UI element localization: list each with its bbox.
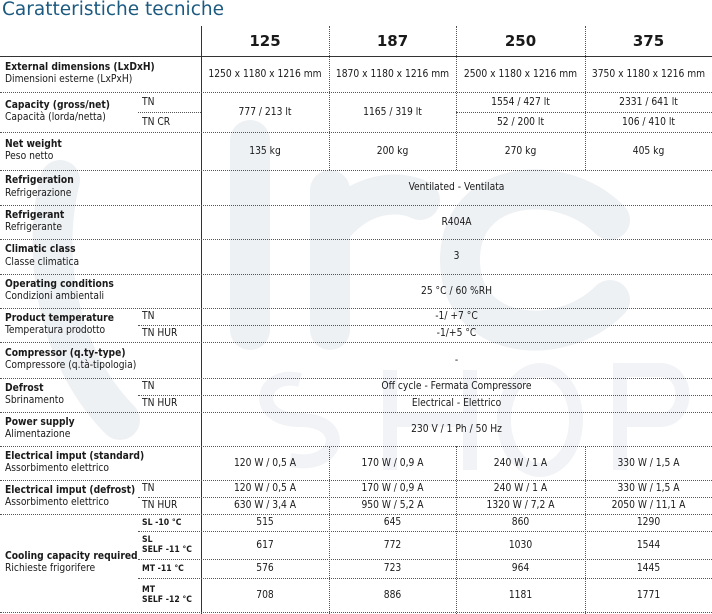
sub-label: TN HUR xyxy=(142,398,178,409)
cell-value: 708 xyxy=(256,589,274,601)
row-label-capacity xyxy=(0,92,141,132)
row-label-climatic-class xyxy=(0,239,201,274)
row-label-operating-conditions xyxy=(0,274,201,308)
cell-value: 52 / 200 lt xyxy=(496,116,545,128)
row-label-compressor xyxy=(0,342,201,378)
cell-value: 772 xyxy=(383,539,402,551)
label-it: Alimentazione xyxy=(5,429,71,440)
label-it: Classe climatica xyxy=(5,256,80,268)
cell-value: 1320 W / 7,2 A xyxy=(486,500,555,511)
label-en: Refrigeration xyxy=(5,175,74,186)
sub-label: TN HUR xyxy=(142,500,178,511)
cell-value: 1771 xyxy=(636,589,661,601)
cell-value: Off cycle - Fermata Compressore xyxy=(381,381,532,392)
label-it: Assorbimento elettrico xyxy=(5,463,110,474)
row-label-product-temperature xyxy=(0,308,141,342)
row-label-refrigerant xyxy=(0,205,201,239)
cell-value: 1181 xyxy=(508,589,533,601)
label-it: Refrigerazione xyxy=(5,187,72,199)
sub-label: TN HUR xyxy=(142,328,178,339)
row-label-electrical-standard xyxy=(0,446,201,480)
cell-value: 200 kg xyxy=(376,145,409,157)
label-en: Net weight xyxy=(5,138,62,150)
cell-value: 1445 xyxy=(636,563,661,574)
cell-value: 2050 W / 11,1 A xyxy=(611,500,686,511)
cell-value: 723 xyxy=(383,563,402,574)
cell-value: 25 °C / 60 %RH xyxy=(420,285,492,297)
cell-value: 1870 x 1180 x 1216 mm xyxy=(335,68,450,80)
cell-value: 3 xyxy=(453,251,460,262)
label-en: Electrical imput (standard) xyxy=(5,450,145,462)
cell-value: 617 xyxy=(256,539,274,551)
sub-label xyxy=(138,578,204,612)
cell-value: 230 V / 1 Ph / 50 Hz xyxy=(411,423,502,435)
model-header-375: 375 xyxy=(632,32,665,50)
label-it: Capacità (lorda/netta) xyxy=(5,112,106,123)
cell-value: R404A xyxy=(441,216,472,228)
cell-value: 860 xyxy=(511,517,530,528)
cell-value: 106 / 410 lt xyxy=(622,116,675,128)
sub-label-line: MT xyxy=(142,585,155,595)
row-label-power-supply xyxy=(0,412,201,446)
sub-label-line: SELF -11 °C xyxy=(142,545,192,555)
sub-label-line: SELF -12 °C xyxy=(142,595,192,605)
sub-label-line: MT -11 °C xyxy=(142,563,184,574)
cell-value: 1030 xyxy=(508,539,533,551)
row-label-electrical-defrost xyxy=(0,480,141,514)
cell-value: 645 xyxy=(383,517,402,528)
row-label-external-dimensions xyxy=(0,56,201,92)
label-en: Power supply xyxy=(5,416,75,428)
cell-value: 135 kg xyxy=(249,145,281,157)
label-it: Richieste frigorifere xyxy=(5,563,96,574)
cell-value: 1165 / 319 lt xyxy=(363,106,422,118)
cell-value: 1554 / 427 lt xyxy=(491,96,550,108)
sub-label: TN xyxy=(142,96,155,108)
label-it: Refrigerante xyxy=(5,222,62,233)
sub-label: TN xyxy=(142,381,155,392)
label-en: Refrigerant xyxy=(5,209,65,221)
cell-value: 1290 xyxy=(636,517,661,528)
sub-label xyxy=(138,531,204,559)
sub-label: TN CR xyxy=(142,116,171,128)
cell-value: 3750 x 1180 x 1216 mm xyxy=(591,68,706,80)
cell-value: 170 W / 0,9 A xyxy=(361,483,424,494)
cell-value: 576 xyxy=(256,563,274,574)
sub-label-line: SL -10 °C xyxy=(142,517,182,528)
label-en: Defrost xyxy=(5,382,44,394)
model-header-187: 187 xyxy=(376,32,409,50)
label-en: Electrical imput (defrost) xyxy=(5,484,136,496)
cell-value: 270 kg xyxy=(504,145,537,157)
cell-value: 886 xyxy=(383,589,402,601)
cell-value: 240 W / 1 A xyxy=(493,483,548,494)
label-en: Climatic class xyxy=(5,244,76,255)
page-title: Caratteristiche tecniche xyxy=(2,0,224,20)
cell-value: 1250 x 1180 x 1216 mm xyxy=(208,68,322,80)
cell-value: 120 W / 0,5 A xyxy=(233,483,297,494)
row-divider xyxy=(0,612,712,613)
model-header-125: 125 xyxy=(249,32,281,50)
label-it: Condizioni ambientali xyxy=(5,291,105,302)
cell-value: 2331 / 641 lt xyxy=(619,96,678,108)
label-en: Capacity (gross/net) xyxy=(5,99,110,111)
cell-value: -1/ +7 °C xyxy=(435,311,478,322)
label-en: Product temperature xyxy=(5,312,114,324)
label-it: Dimensioni esterne (LxPxH) xyxy=(5,74,133,85)
cell-value: 240 W / 1 A xyxy=(493,457,548,469)
sub-label-line: SL xyxy=(142,535,153,545)
cell-value: 330 W / 1,5 A xyxy=(617,457,680,469)
sub-label: TN xyxy=(142,483,155,494)
cell-value: 964 xyxy=(511,563,530,574)
row-label-net-weight xyxy=(0,132,201,170)
cell-value: Ventilated - Ventilata xyxy=(408,182,505,193)
cell-value: - xyxy=(454,354,459,366)
cell-value: 777 / 213 lt xyxy=(238,106,292,118)
cell-value: 405 kg xyxy=(632,145,665,157)
sub-label: TN xyxy=(142,311,155,322)
label-it: Sbrinamento xyxy=(5,395,64,406)
cell-value: 1544 xyxy=(636,539,661,551)
label-it: Compressore (q.tà-tipologia) xyxy=(5,360,137,371)
cell-value: 2500 x 1180 x 1216 mm xyxy=(463,68,578,80)
label-it: Temperatura prodotto xyxy=(5,325,106,336)
cell-value: 330 W / 1,5 A xyxy=(617,483,680,494)
cell-value: 170 W / 0,9 A xyxy=(361,457,424,469)
cell-value: 120 W / 0,5 A xyxy=(233,457,297,469)
label-en: Compressor (q.ty-type) xyxy=(5,347,126,359)
spec-table xyxy=(0,26,712,614)
sub-label xyxy=(138,559,204,578)
cell-value: -1/+5 °C xyxy=(436,328,477,339)
row-label-cooling-capacity xyxy=(0,514,141,612)
row-label-defrost xyxy=(0,378,141,412)
cell-value: 515 xyxy=(256,517,274,528)
label-it: Peso netto xyxy=(5,151,54,162)
label-en: Operating conditions xyxy=(5,278,114,290)
cell-value: Electrical - Elettrico xyxy=(411,398,502,409)
row-label-refrigeration xyxy=(0,170,201,205)
label-en: Cooling capacity required xyxy=(5,550,138,562)
label-en: External dimensions (LxDxH) xyxy=(5,61,155,73)
label-it: Assorbimento elettrico xyxy=(5,497,110,508)
model-header-250: 250 xyxy=(504,32,537,50)
cell-value: 950 W / 5,2 A xyxy=(361,500,424,511)
sub-label xyxy=(138,514,204,531)
cell-value: 630 W / 3,4 A xyxy=(233,500,297,511)
